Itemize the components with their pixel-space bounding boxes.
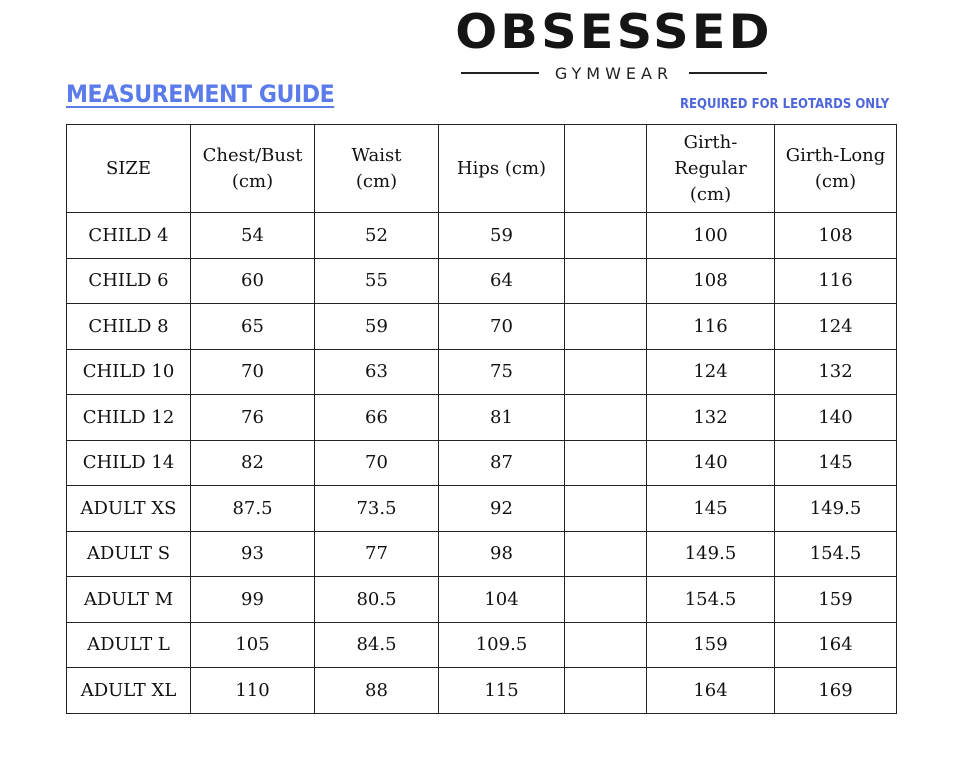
cell-waist: 77 (315, 531, 439, 577)
cell-girth-regular: 149.5 (647, 531, 775, 577)
cell-size: ADULT M (67, 577, 191, 623)
cell-blank (565, 531, 647, 577)
cell-girth-regular: 132 (647, 395, 775, 441)
cell-girth-long: 154.5 (775, 531, 897, 577)
cell-girth-regular: 124 (647, 349, 775, 395)
cell-waist: 73.5 (315, 486, 439, 532)
cell-chest: 60 (191, 258, 315, 304)
cell-girth-long: 164 (775, 622, 897, 668)
cell-size: CHILD 8 (67, 304, 191, 350)
cell-girth-long: 159 (775, 577, 897, 623)
table-row (67, 486, 897, 532)
cell-hips: 64 (439, 258, 565, 304)
cell-waist: 84.5 (315, 622, 439, 668)
cell-girth-long: 169 (775, 668, 897, 714)
cell-blank (565, 668, 647, 714)
cell-blank (565, 440, 647, 486)
cell-girth-long: 140 (775, 395, 897, 441)
cell-waist: 63 (315, 349, 439, 395)
tagline-left-rule (461, 72, 539, 74)
cell-size: ADULT XL (67, 668, 191, 714)
header-girth-regular: Girth- Regular (cm) (647, 125, 775, 213)
cell-girth-long: 145 (775, 440, 897, 486)
cell-waist: 70 (315, 440, 439, 486)
cell-waist: 88 (315, 668, 439, 714)
cell-hips: 115 (439, 668, 565, 714)
cell-girth-regular: 108 (647, 258, 775, 304)
cell-size: CHILD 10 (67, 349, 191, 395)
cell-chest: 70 (191, 349, 315, 395)
table-header-row (67, 125, 897, 213)
cell-hips: 81 (439, 395, 565, 441)
table-row (67, 531, 897, 577)
cell-waist: 80.5 (315, 577, 439, 623)
cell-size: ADULT S (67, 531, 191, 577)
table-row (67, 440, 897, 486)
cell-girth-regular: 100 (647, 213, 775, 259)
cell-girth-regular: 154.5 (647, 577, 775, 623)
cell-waist: 59 (315, 304, 439, 350)
header-chest-bust: Chest/Bust (cm) (191, 125, 315, 213)
cell-chest: 105 (191, 622, 315, 668)
cell-blank (565, 395, 647, 441)
table-row (67, 668, 897, 714)
cell-girth-regular: 159 (647, 622, 775, 668)
cell-blank (565, 577, 647, 623)
cell-blank (565, 349, 647, 395)
cell-blank (565, 622, 647, 668)
cell-chest: 110 (191, 668, 315, 714)
cell-size: CHILD 14 (67, 440, 191, 486)
brand-name: OBSESSED (455, 5, 773, 60)
table-row (67, 395, 897, 441)
cell-girth-long: 132 (775, 349, 897, 395)
cell-chest: 93 (191, 531, 315, 577)
cell-hips: 75 (439, 349, 565, 395)
cell-hips: 109.5 (439, 622, 565, 668)
cell-blank (565, 486, 647, 532)
tagline-right-rule (689, 72, 767, 74)
cell-chest: 65 (191, 304, 315, 350)
cell-size: ADULT L (67, 622, 191, 668)
measurement-table (66, 124, 897, 714)
cell-girth-regular: 116 (647, 304, 775, 350)
page-title: MEASUREMENT GUIDE (66, 80, 335, 108)
table-row (67, 304, 897, 350)
cell-hips: 92 (439, 486, 565, 532)
leotard-note: REQUIRED FOR LEOTARDS ONLY (680, 97, 890, 112)
header-size: SIZE (67, 125, 191, 213)
cell-blank (565, 258, 647, 304)
cell-girth-long: 116 (775, 258, 897, 304)
cell-hips: 87 (439, 440, 565, 486)
table-row (67, 577, 897, 623)
cell-girth-long: 108 (775, 213, 897, 259)
cell-girth-regular: 140 (647, 440, 775, 486)
header-girth-long: Girth-Long (cm) (775, 125, 897, 213)
cell-waist: 52 (315, 213, 439, 259)
cell-blank (565, 213, 647, 259)
cell-size: ADULT XS (67, 486, 191, 532)
cell-size: CHILD 12 (67, 395, 191, 441)
header-blank (565, 125, 647, 213)
table-row (67, 349, 897, 395)
cell-size: CHILD 4 (67, 213, 191, 259)
cell-hips: 70 (439, 304, 565, 350)
brand-tagline: GYMWEAR (554, 63, 674, 83)
cell-girth-long: 124 (775, 304, 897, 350)
cell-chest: 87.5 (191, 486, 315, 532)
table-row (67, 622, 897, 668)
cell-waist: 66 (315, 395, 439, 441)
cell-girth-regular: 145 (647, 486, 775, 532)
cell-waist: 55 (315, 258, 439, 304)
cell-size: CHILD 6 (67, 258, 191, 304)
cell-chest: 99 (191, 577, 315, 623)
cell-hips: 98 (439, 531, 565, 577)
cell-girth-regular: 164 (647, 668, 775, 714)
cell-hips: 104 (439, 577, 565, 623)
header-waist: Waist (cm) (315, 125, 439, 213)
cell-girth-long: 149.5 (775, 486, 897, 532)
table-row (67, 213, 897, 259)
cell-chest: 76 (191, 395, 315, 441)
brand-tagline-row (443, 62, 785, 84)
cell-chest: 82 (191, 440, 315, 486)
header-hips: Hips (cm) (439, 125, 565, 213)
cell-hips: 59 (439, 213, 565, 259)
cell-blank (565, 304, 647, 350)
cell-chest: 54 (191, 213, 315, 259)
brand-logo (443, 5, 785, 84)
table-row (67, 258, 897, 304)
